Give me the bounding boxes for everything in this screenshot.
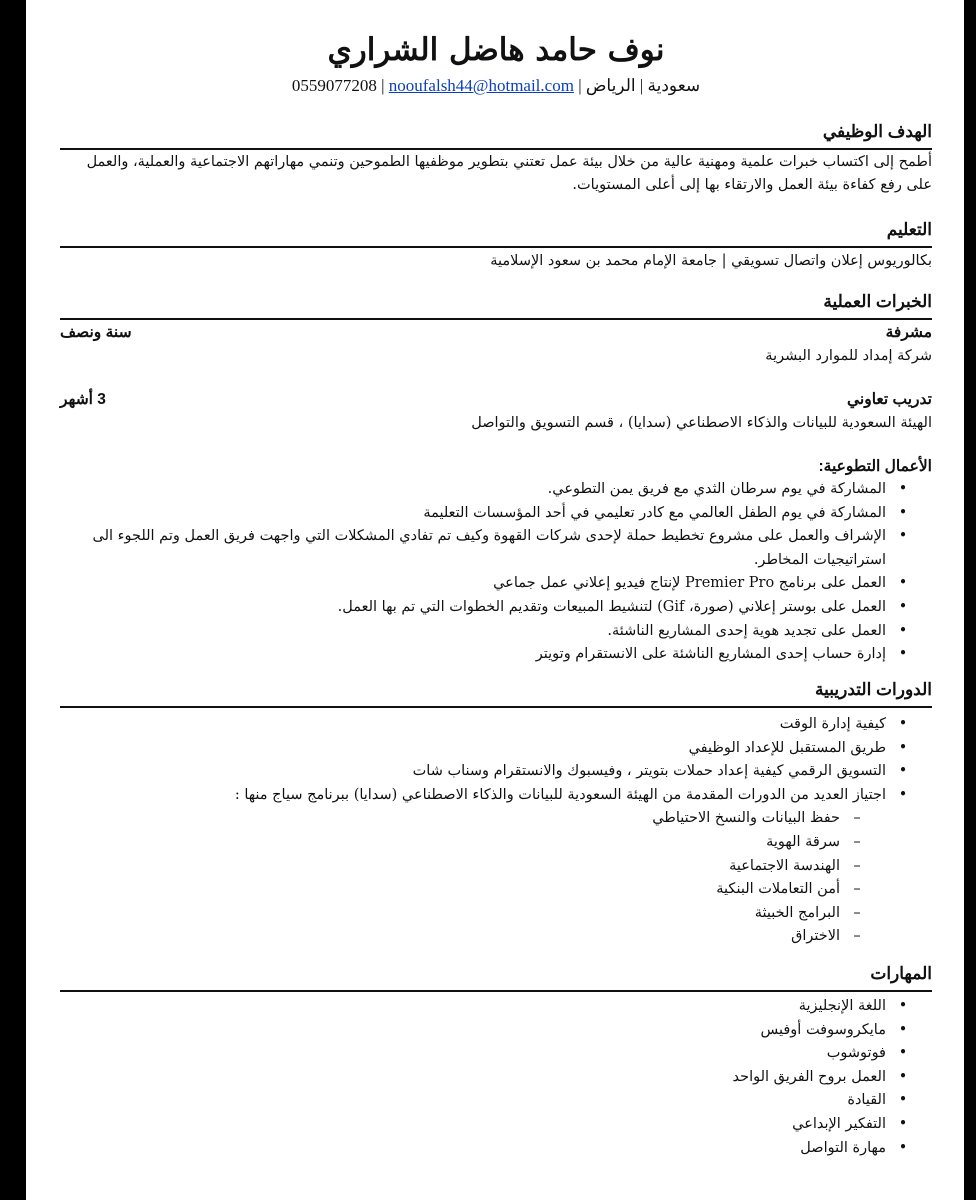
bullet-icon: • [898,1092,908,1109]
email-link[interactable]: nooufalsh44@hotmail.com [388,76,574,95]
bullet-icon: • [898,786,908,803]
phone-number: 0559077208 [291,76,377,95]
bullet-icon: • [898,1045,908,1062]
list-item: • إدارة حساب إحدى المشاريع الناشئة على الانستقرام وتويتر [60,643,932,667]
sub-list-item: – البرامج الخبيثة [60,902,886,926]
sub-list-item: – الهندسة الاجتماعية [60,855,886,879]
volunteer-list [60,478,932,667]
sub-list-item: – أمن التعاملات البنكية [60,878,886,902]
list-item: • القيادة [60,1089,932,1113]
list-item: • التسويق الرقمي كيفية إعداد حملات بتويتر ، وفيسبوك والانستقرام وسناب شات [60,760,932,784]
sub-list-item: – حفظ البيانات والنسخ الاحتياطي [60,807,886,831]
list-item: • طريق المستقبل للإعداد الوظيفي [60,737,932,761]
resume-page [26,0,964,1200]
bullet-icon: • [898,575,908,592]
education-text: بكالوريوس إعلان واتصال تسويقي | جامعة الإمام محمد بن سعود الإسلامية [490,253,932,269]
list-item: • العمل بروح الفريق الواحد [60,1066,932,1090]
skills-heading: المهارات [60,962,932,992]
job-duration: سنة ونصف [60,324,132,341]
sub-list [60,807,886,949]
sub-list-item: – سرقة الهوية [60,831,886,855]
bullet-icon: • [898,1115,908,1132]
bullet-icon: • [898,1068,908,1085]
sub-list-item: – الاختراق [60,925,886,949]
bullet-icon: • [898,481,908,497]
list-item: • العمل على بوستر إعلاني (صورة، Gif) لتنشيط المبيعات وتقديم الخطوات التي تم بها العمل. [60,596,932,620]
education-heading: التعليم [60,218,932,248]
job-organization: شركة إمداد للموارد البشرية [765,348,932,364]
objective-text: أطمح إلى اكتساب خبرات علمية ومهنية عالية من خلال بيئة عمل تعتني بتطوير موظفيها الطموحين وتنمي مهاراتهم الاجتماعية والعملية، والعمل على رفع كفاءة بيئة العمل والارتقاء بها إلى أعلى المستويات. [86,154,932,193]
list-item: • فوتوشوب [60,1042,932,1066]
job-entry [60,390,932,414]
bullet-icon: • [898,763,908,780]
applicant-name: نوف حامد هاضل الشراري [327,32,665,68]
bullet-icon: • [898,504,908,521]
bullet-icon: • [898,528,908,545]
list-item: • المشاركة في يوم سرطان الثدي مع فريق يمن التطوعي. [60,478,932,502]
bullet-icon: • [898,622,908,639]
dash-icon: – [853,857,861,874]
list-item: • مهارة التواصل [60,1137,932,1161]
job-entry [60,323,932,347]
job-role: تدريب تعاوني [846,391,932,408]
list-item: • التفكير الإبداعي [60,1113,932,1137]
bullet-icon: • [898,646,908,663]
job-duration: 3 أشهر [60,391,106,408]
location: سعودية | الرياض [585,76,701,95]
bullet-icon: • [898,598,908,615]
list-item: • مايكروسوفت أوفيس [60,1019,932,1043]
job-organization: الهيئة السعودية للبيانات والذكاء الاصطناعي (سدايا) ، قسم التسويق والتواصل [471,415,932,431]
experience-heading: الخبرات العملية [60,290,932,320]
dash-icon: – [853,904,861,921]
separator: | [573,76,586,95]
job-role: مشرفة [885,324,932,341]
list-item: • كيفية إدارة الوقت [60,713,932,737]
skills-list [60,995,932,1160]
list-item: • الإشراف والعمل على مشروع تخطيط حملة لإحدى شركات القهوة وكيف تم تفادي المشكلات التي واجهت فريق العمل وتم اللجوء الى استراتيجيات المخاطر. [60,525,932,572]
dash-icon: – [853,810,861,827]
list-item: • اجتياز العديد من الدورات المقدمة من الهيئة السعودية للبيانات والذكاء الاصطناعي (سدايا) ببرنامج سياج منها : – حفظ البيانات والنسخ الاحتياطي – سرقة الهوية – الهندسة الاجتماعية – أمن التعاملات البنكية – البرامج الخبيثة – الاختراق [60,784,932,949]
contact-line [60,74,932,98]
courses-heading: الدورات التدريبية [60,678,932,708]
list-item: • المشاركة في يوم الطفل العالمي مع كادر تعليمي في أحد المؤسسات التعليمة [60,502,932,526]
list-item: • اللغة الإنجليزية [60,995,932,1019]
list-item: • العمل على تجديد هوية إحدى المشاريع الناشئة. [60,620,932,644]
bullet-icon: • [898,716,908,732]
dash-icon: – [853,833,861,850]
bullet-icon: • [898,739,908,756]
bullet-icon: • [898,1021,908,1038]
list-item: • العمل على برنامج Premier Pro لإنتاج فيديو إعلاني عمل جماعي [60,572,932,596]
bullet-icon: • [898,998,908,1014]
courses-list [60,713,932,949]
separator: | [376,76,389,95]
dash-icon: – [853,881,861,898]
objective-heading: الهدف الوظيفي [60,120,932,150]
volunteer-heading: الأعمال التطوعية: [818,458,932,475]
bullet-icon: • [898,1139,908,1156]
dash-icon: – [853,928,861,945]
resume-content [60,0,932,1200]
